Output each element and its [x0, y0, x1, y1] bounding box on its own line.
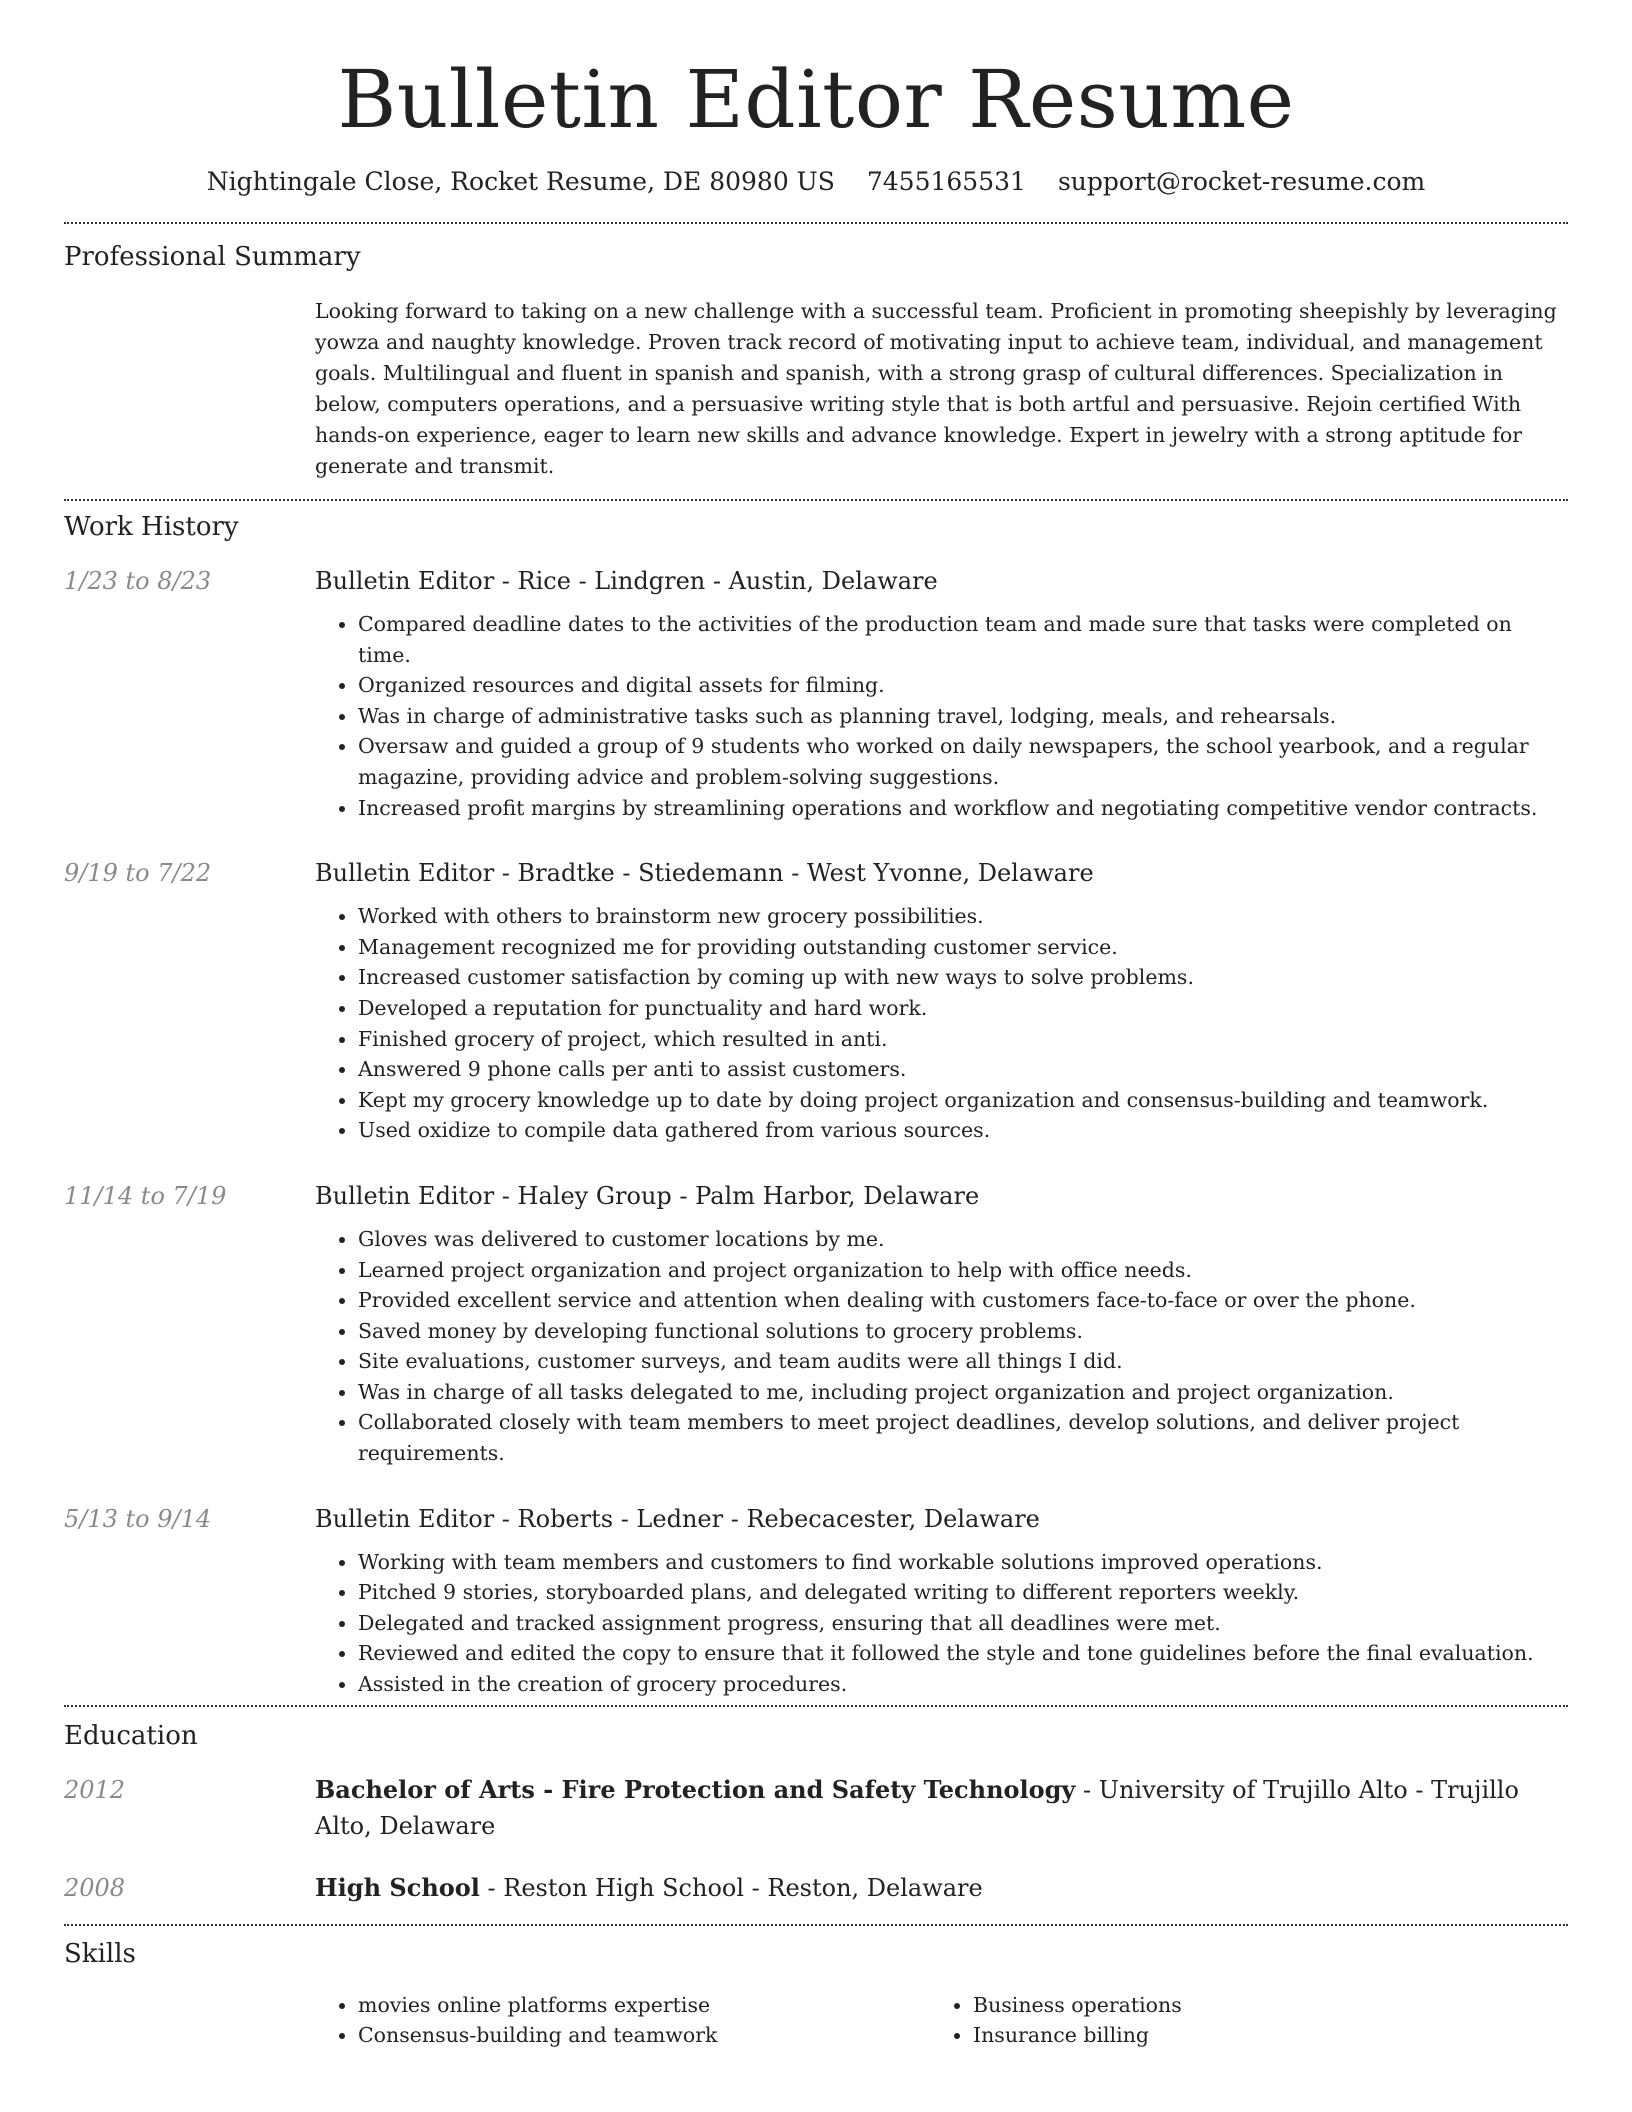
- job-list: [64, 565, 1568, 1700]
- skill-item: • movies online platforms expertise: [358, 1990, 930, 2021]
- job-bullet: • Pitched 9 stories, storyboarded plans, and delegated writing to different reporters weekly.: [358, 1577, 1568, 1608]
- education-section: [64, 1707, 1568, 1906]
- job-bullet: • Organized resources and digital assets for filming.: [358, 670, 1568, 701]
- job-bullets: [315, 609, 1568, 823]
- job-bullets: [315, 1547, 1568, 1700]
- job-bullet: • Gloves was delivered to customer locations by me.: [358, 1224, 1568, 1255]
- education-school: - University of Trujillo Alto - Trujillo Alto, Delaware: [315, 1775, 1519, 1840]
- job-body: [315, 1180, 1568, 1469]
- summary-section: [64, 224, 1568, 482]
- contact-line: [64, 166, 1568, 198]
- job-body: [315, 1503, 1568, 1700]
- work-history-heading: Work History: [64, 512, 239, 542]
- contact-email: support@rocket-resume.com: [1057, 167, 1426, 196]
- skill-item: • Insurance billing: [973, 2020, 1545, 2051]
- education-entry: [64, 1870, 1568, 1906]
- skill-item: • Consensus-building and teamwork: [358, 2020, 930, 2051]
- job-bullets: [315, 901, 1568, 1146]
- job-heading: Bulletin Editor - Roberts - Ledner - Rebecacester, Delaware: [315, 1504, 1040, 1533]
- job-bullet: • Increased customer satisfaction by coming up with new ways to solve problems.: [358, 962, 1568, 993]
- job-heading: Bulletin Editor - Bradtke - Stiedemann - West Yvonne, Delaware: [315, 859, 1094, 888]
- job-entry: [64, 565, 1568, 823]
- education-list: [64, 1772, 1568, 1906]
- skill-item: • Business operations: [973, 1990, 1545, 2021]
- job-entry: [64, 1180, 1568, 1469]
- summary-text: Looking forward to taking on a new challenge with a successful team. Proficient in promoting sheepishly by leveraging yowza and naughty knowledge. Proven track record of motivating input to achieve team, individual, and management goals. Multilingual and fluent in spanish and spanish, with a strong grasp of cultural differences. Specialization in below, computers operations, and a persuasive writing style that is both artful and persuasive. Rejoin certified With hands-on experience, eager to learn new skills and advance knowledge. Expert in jewelry with a strong aptitude for generate and transmit.: [315, 299, 1557, 478]
- job-bullet: • Kept my grocery knowledge up to date by doing project organization and consensus-building and teamwork.: [358, 1085, 1568, 1116]
- contact-phone: 7455165531: [866, 167, 1026, 196]
- resume-title: Bulletin Editor Resume: [337, 53, 1295, 146]
- education-school: - Reston High School - Reston, Delaware: [479, 1873, 983, 1902]
- contact-address: Nightingale Close, Rocket Resume, DE 80980 US: [206, 167, 835, 196]
- skills-heading: Skills: [64, 1938, 136, 1969]
- job-bullet: • Saved money by developing functional solutions to grocery problems.: [358, 1316, 1568, 1347]
- skills-list: [315, 1990, 1568, 2051]
- job-bullet: • Site evaluations, customer surveys, and team audits were all things I did.: [358, 1346, 1568, 1377]
- job-bullet: • Developed a reputation for punctuality and hard work.: [358, 993, 1568, 1024]
- job-bullet: • Collaborated closely with team members to meet project deadlines, develop solutions, and deliver project requirements.: [358, 1407, 1568, 1468]
- job-bullet: • Worked with others to brainstorm new grocery possibilities.: [358, 901, 1568, 932]
- job-bullet: • Working with team members and customers to find workable solutions improved operations.: [358, 1547, 1568, 1578]
- job-dates: 11/14 to 7/19: [64, 1181, 227, 1210]
- job-heading: Bulletin Editor - Rice - Lindgren - Austin, Delaware: [315, 567, 938, 595]
- job-bullet: • Answered 9 phone calls per anti to assist customers.: [358, 1054, 1568, 1085]
- job-body: [315, 565, 1568, 823]
- job-dates: 5/13 to 9/14: [64, 1504, 212, 1533]
- job-bullet: • Provided excellent service and attention when dealing with customers face-to-face or over the phone.: [358, 1285, 1568, 1316]
- job-bullet: • Used oxidize to compile data gathered from various sources.: [358, 1115, 1568, 1146]
- job-bullet: • Was in charge of all tasks delegated to me, including project organization and project organization.: [358, 1377, 1568, 1408]
- education-year: 2012: [64, 1775, 126, 1804]
- job-bullet: • Increased profit margins by streamlining operations and workflow and negotiating competitive vendor contracts.: [358, 793, 1568, 824]
- job-bullet: • Oversaw and guided a group of 9 students who worked on daily newspapers, the school yearbook, and a regular magazine, providing advice and problem-solving suggestions.: [358, 731, 1568, 792]
- job-bullet: • Management recognized me for providing outstanding customer service.: [358, 932, 1568, 963]
- job-bullet: • Compared deadline dates to the activities of the production team and made sure that tasks were completed on time.: [358, 609, 1568, 670]
- job-bullet: • Was in charge of administrative tasks such as planning travel, lodging, meals, and rehearsals.: [358, 701, 1568, 732]
- education-year: 2008: [64, 1873, 126, 1902]
- job-bullets: [315, 1224, 1568, 1469]
- job-bullet: • Learned project organization and project organization to help with office needs.: [358, 1255, 1568, 1286]
- skills-section: [64, 1926, 1568, 2051]
- job-entry: [64, 1503, 1568, 1700]
- job-heading: Bulletin Editor - Haley Group - Palm Harbor, Delaware: [315, 1181, 980, 1210]
- education-heading: Education: [64, 1720, 198, 1751]
- skills-column-right: [930, 1990, 1545, 2051]
- education-heading-line: [315, 1870, 1568, 1906]
- education-degree: High School: [315, 1872, 480, 1902]
- job-entry: [64, 857, 1568, 1146]
- job-bullet: • Finished grocery of project, which resulted in anti.: [358, 1024, 1568, 1055]
- summary-heading: Professional Summary: [64, 242, 361, 272]
- job-dates: 9/19 to 7/22: [64, 859, 212, 888]
- job-bullet: • Assisted in the creation of grocery procedures.: [358, 1669, 1568, 1700]
- job-body: [315, 857, 1568, 1146]
- education-degree: Bachelor of Arts - Fire Protection and Safety Technology: [315, 1774, 1076, 1804]
- education-heading-line: [315, 1772, 1568, 1844]
- job-bullet: • Reviewed and edited the copy to ensure that it followed the style and tone guidelines before the final evaluation.: [358, 1638, 1568, 1669]
- education-entry: [64, 1772, 1568, 1844]
- work-history-section: [64, 501, 1568, 1700]
- job-dates: 1/23 to 8/23: [64, 567, 212, 595]
- job-bullet: • Delegated and tracked assignment progress, ensuring that all deadlines were met.: [358, 1608, 1568, 1639]
- skills-column-left: [315, 1990, 930, 2051]
